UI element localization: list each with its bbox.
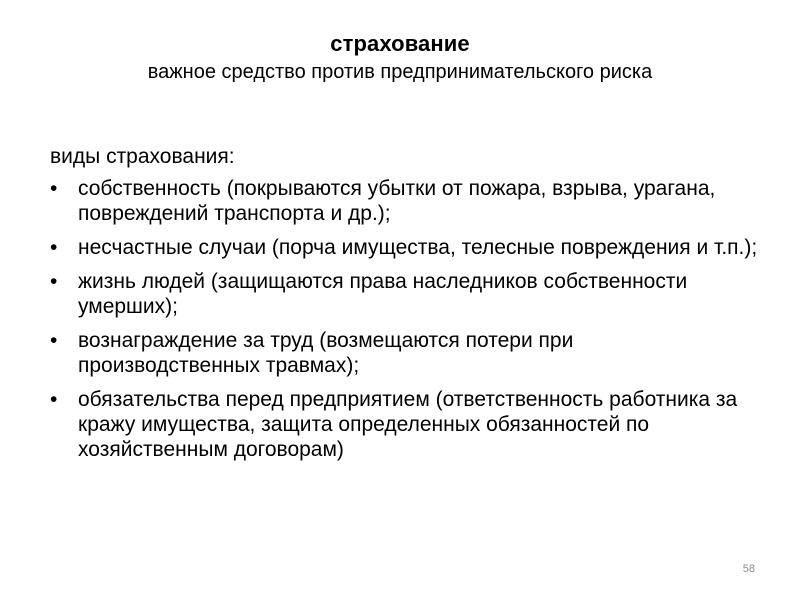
list-item-text: вознаграждение за труд (возмещаются потери при производственных травмах); [78,329,574,377]
bullet-icon: • [50,329,58,352]
bullet-icon: • [50,388,58,411]
title-block [40,30,760,86]
list-item-text: обязательства перед предприятием (ответственность работника за кражу имущества, защита определенных обязанностей по хозяйственным договорам) [78,388,738,461]
bullet-icon: • [50,236,58,259]
slide-content [50,144,760,471]
bullet-icon: • [50,270,58,293]
bullet-icon: • [50,177,58,200]
intro-text: виды страхования: [50,145,235,168]
list-item-text: жизнь людей (защищаются права наследников собственности умерших); [78,270,688,318]
slide-subtitle: важное средство против предпринимательского риска [147,61,653,83]
list-item [50,235,760,260]
list-item [50,269,760,319]
page-number: 58 [742,563,755,575]
slide-title: страхование [330,31,470,56]
list-item [50,176,760,226]
list-item-text: несчастные случаи (порча имущества, телесные повреждения и т.п.); [78,236,758,259]
list-item [50,387,760,462]
insurance-types-list [50,176,760,462]
list-item-text: собственность (покрываются убытки от пожара, взрыва, урагана, повреждений транспорта и др.); [78,177,716,225]
list-item [50,328,760,378]
